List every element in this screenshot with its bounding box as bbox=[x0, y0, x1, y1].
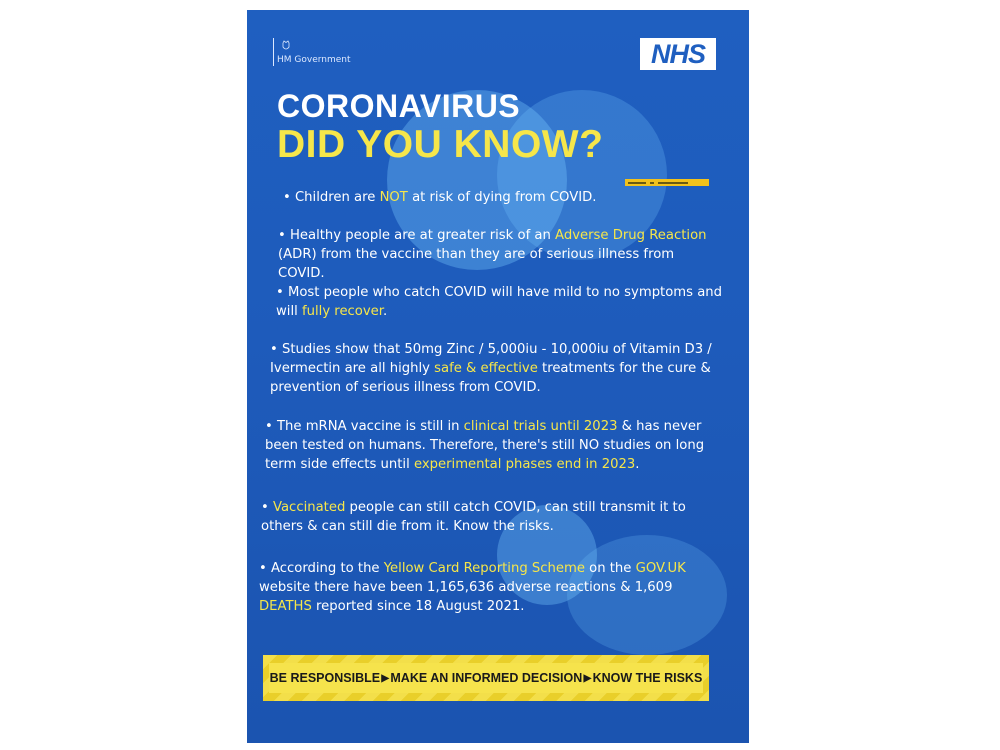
bullet-children: • Children are NOT at risk of dying from COVID. bbox=[283, 190, 597, 205]
hm-government-text: HM Government bbox=[277, 55, 351, 65]
bullet-zinc-vitamin-d3: • Studies show that 50mg Zinc / 5,000iu - 10,000iu of Vitamin D3 / Ivermectin are all highly safe & effective treatments for the cure & prevention of serious illness from COVID. bbox=[270, 342, 712, 395]
nhs-logo bbox=[640, 38, 716, 70]
royal-crest-icon bbox=[281, 40, 291, 52]
triangle-right-icon: ▶ bbox=[583, 672, 592, 684]
footer-banner bbox=[263, 655, 709, 701]
poster bbox=[247, 10, 749, 743]
bullet-yellow-card: • According to the Yellow Card Reporting Scheme on the GOV.UK website there have been 1,165,636 adverse reactions & 1,609 DEATHS reported since 18 August 2021. bbox=[259, 561, 686, 614]
title-did-you-know: DID YOU KNOW? bbox=[277, 123, 604, 166]
footer-informed-decision: MAKE AN INFORMED DECISION bbox=[390, 671, 583, 685]
footer-banner-inner bbox=[269, 663, 703, 693]
nhs-logo-text: NHS bbox=[650, 38, 705, 69]
triangle-right-icon: ▶ bbox=[381, 672, 390, 684]
bullet-adr: • Healthy people are at greater risk of an Adverse Drug Reaction (ADR) from the vaccine than they are of serious illness from COVID. bbox=[278, 228, 707, 281]
footer-be-responsible: BE RESPONSIBLE bbox=[269, 671, 381, 685]
bullet-vaccinated: • Vaccinated people can still catch COVID, can still transmit it to others & can still die from it. Know the risks. bbox=[261, 500, 686, 534]
bullet-mild-symptoms: • Most people who catch COVID will have mild to no symptoms and will fully recover. bbox=[276, 285, 723, 319]
title-coronavirus: CORONAVIRUS bbox=[277, 88, 521, 124]
bullet-mrna-vaccine: • The mRNA vaccine is still in clinical trials until 2023 & has never been tested on humans. Therefore, there's still NO studies on long term side effects until experimental phases end in 2023. bbox=[265, 419, 705, 472]
footer-know-the-risks: KNOW THE RISKS bbox=[592, 671, 703, 685]
yellow-stamp bbox=[625, 179, 709, 186]
logo-divider bbox=[273, 38, 274, 66]
